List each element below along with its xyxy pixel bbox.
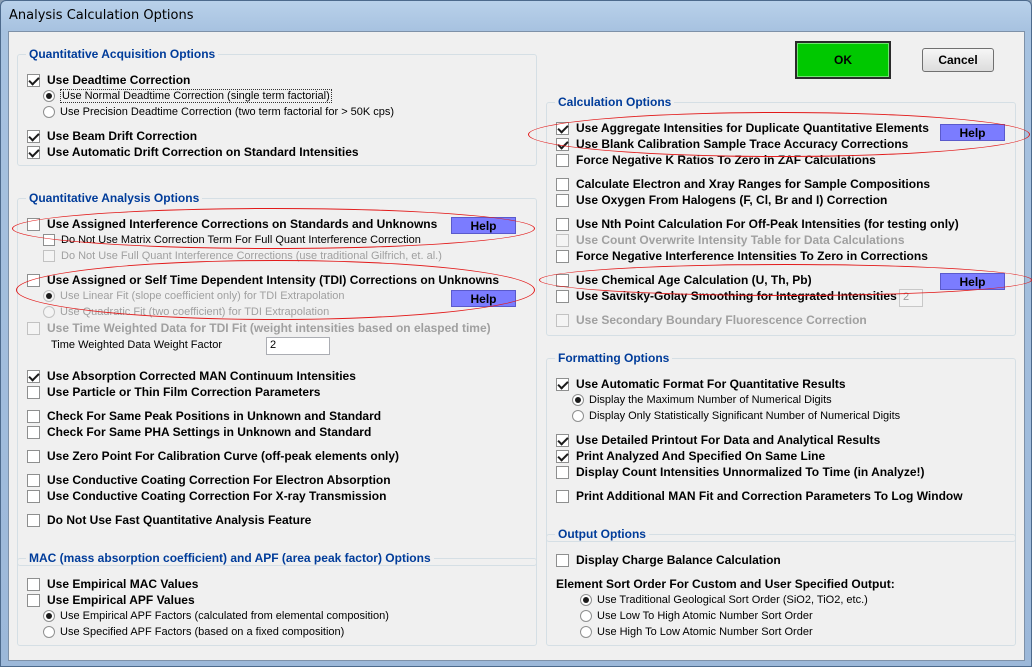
max-digits-radio-row[interactable] bbox=[572, 392, 832, 408]
beam-drift-label: Use Beam Drift Correction bbox=[47, 129, 198, 143]
auto-format-checkbox-row[interactable] bbox=[556, 376, 846, 392]
sort-low-high-radio-row[interactable] bbox=[580, 608, 813, 624]
charge-balance-checkbox-row[interactable] bbox=[556, 552, 781, 568]
sig-digits-radio[interactable] bbox=[572, 410, 584, 422]
detailed-checkbox[interactable] bbox=[556, 434, 569, 447]
force-k-label: Force Negative K Ratios To Zero in ZAF Calculations bbox=[576, 153, 876, 167]
particle-label: Use Particle or Thin Film Correction Parameters bbox=[47, 385, 321, 399]
count-overwrite-checkbox[interactable] bbox=[556, 234, 569, 247]
tdi-checkbox-row[interactable] bbox=[27, 272, 499, 288]
interf-no-matrix-row[interactable] bbox=[43, 232, 421, 248]
force-interference-checkbox[interactable] bbox=[556, 250, 569, 263]
acquisition-group-title: Quantitative Acquisition Options bbox=[26, 47, 218, 61]
blank-label: Use Blank Calibration Sample Trace Accuracy Corrections bbox=[576, 137, 909, 151]
empirical-apf-label: Use Empirical APF Values bbox=[47, 593, 195, 607]
empirical-mac-checkbox-row[interactable] bbox=[27, 576, 198, 592]
same-peak-checkbox-row[interactable] bbox=[27, 408, 381, 424]
calculation-group bbox=[546, 95, 1016, 336]
absorption-man-checkbox-row[interactable] bbox=[27, 368, 356, 384]
apf-specified-label: Use Specified APF Factors (based on a fixed composition) bbox=[60, 626, 345, 638]
same-peak-label: Check For Same Peak Positions in Unknown and Standard bbox=[47, 409, 382, 423]
mac-group bbox=[17, 551, 537, 646]
same-line-checkbox[interactable] bbox=[556, 450, 569, 463]
ok-button[interactable]: OK bbox=[795, 41, 891, 79]
blank-checkbox[interactable] bbox=[556, 138, 569, 151]
sort-order-label: Element Sort Order For Custom and User Specified Output: bbox=[556, 577, 895, 591]
same-line-label: Print Analyzed And Specified On Same Line bbox=[576, 449, 826, 463]
savitsky-points-input[interactable]: 2 bbox=[899, 289, 923, 307]
auto-drift-checkbox-row[interactable] bbox=[27, 144, 359, 160]
interf-no-matrix-label: Do Not Use Matrix Correction Term For Full Quant Interference Correction bbox=[61, 234, 421, 246]
oxygen-checkbox-row[interactable] bbox=[556, 192, 887, 208]
force-k-checkbox-row[interactable] bbox=[556, 152, 876, 168]
oxygen-checkbox[interactable] bbox=[556, 194, 569, 207]
aggregate-help-button[interactable]: Help bbox=[940, 124, 1005, 141]
charge-balance-label: Display Charge Balance Calculation bbox=[576, 553, 781, 567]
absorption-man-checkbox[interactable] bbox=[27, 370, 40, 383]
aggregate-label: Use Aggregate Intensities for Duplicate Quantitative Elements bbox=[576, 121, 929, 135]
secondary-checkbox[interactable] bbox=[556, 314, 569, 327]
title-bar bbox=[1, 1, 1031, 31]
man-fit-checkbox-row[interactable] bbox=[556, 488, 963, 504]
zero-point-checkbox-row[interactable] bbox=[27, 448, 399, 464]
no-fast-label: Do Not Use Fast Quantitative Analysis Feature bbox=[47, 513, 312, 527]
coating-electron-label: Use Conductive Coating Correction For Electron Absorption bbox=[47, 473, 391, 487]
apf-calculated-label: Use Empirical APF Factors (calculated from elemental composition) bbox=[60, 610, 389, 622]
deadtime-precision-radio[interactable] bbox=[43, 106, 55, 118]
deadtime-precision-radio-row[interactable] bbox=[43, 104, 394, 120]
detailed-label: Use Detailed Printout For Data and Analytical Results bbox=[576, 433, 881, 447]
tdi-quadratic-radio[interactable] bbox=[43, 306, 55, 318]
sort-geological-radio-row[interactable] bbox=[580, 592, 868, 608]
no-fast-checkbox-row[interactable] bbox=[27, 512, 311, 528]
empirical-mac-checkbox[interactable] bbox=[27, 578, 40, 591]
tdi-linear-label: Use Linear Fit (slope coefficient only) for TDI Extrapolation bbox=[60, 290, 345, 302]
charge-balance-checkbox[interactable] bbox=[556, 554, 569, 567]
force-interference-checkbox-row[interactable] bbox=[556, 248, 928, 264]
deadtime-normal-radio-row[interactable] bbox=[43, 88, 332, 104]
deadtime-precision-label: Use Precision Deadtime Correction (two term factorial for > 50K cps) bbox=[60, 106, 395, 118]
secondary-label: Use Secondary Boundary Fluorescence Correction bbox=[576, 313, 867, 327]
man-fit-label: Print Additional MAN Fit and Correction Parameters To Log Window bbox=[576, 489, 963, 503]
zero-point-label: Use Zero Point For Calibration Curve (off-peak elements only) bbox=[47, 449, 400, 463]
chemical-age-help-button[interactable]: Help bbox=[940, 273, 1005, 290]
deadtime-label: Use Deadtime Correction bbox=[47, 73, 191, 87]
apf-calculated-radio-row[interactable] bbox=[43, 608, 389, 624]
interf-no-full-row[interactable] bbox=[43, 248, 442, 264]
output-group-title: Output Options bbox=[555, 527, 649, 541]
window-title: Analysis Calculation Options bbox=[9, 8, 194, 23]
deadtime-checkbox-row[interactable] bbox=[27, 72, 190, 88]
beam-drift-checkbox-row[interactable] bbox=[27, 128, 197, 144]
particle-checkbox[interactable] bbox=[27, 386, 40, 399]
formatting-group-title: Formatting Options bbox=[555, 351, 672, 365]
nth-point-checkbox[interactable] bbox=[556, 218, 569, 231]
tdi-quadratic-radio-row[interactable] bbox=[43, 304, 329, 320]
empirical-apf-checkbox[interactable] bbox=[27, 594, 40, 607]
interference-label: Use Assigned Interference Corrections on Standards and Unknowns bbox=[47, 217, 438, 231]
tdi-checkbox[interactable] bbox=[27, 274, 40, 287]
time-weight-factor-label: Time Weighted Data Weight Factor bbox=[51, 339, 222, 351]
oxygen-label: Use Oxygen From Halogens (F, Cl, Br and I) Correction bbox=[576, 193, 888, 207]
same-pha-checkbox[interactable] bbox=[27, 426, 40, 439]
nth-point-label: Use Nth Point Calculation For Off-Peak Intensities (for testing only) bbox=[576, 217, 959, 231]
zero-point-checkbox[interactable] bbox=[27, 450, 40, 463]
tdi-help-button[interactable]: Help bbox=[451, 290, 516, 307]
interf-no-full-checkbox[interactable] bbox=[43, 250, 55, 262]
unnormalized-label: Display Count Intensities Unnormalized To Time (in Analyze!) bbox=[576, 465, 925, 479]
time-weight-factor-input[interactable]: 2 bbox=[266, 337, 330, 355]
analysis-group bbox=[17, 191, 537, 566]
sort-low-high-label: Use Low To High Atomic Number Sort Order bbox=[597, 610, 813, 622]
auto-format-checkbox[interactable] bbox=[556, 378, 569, 391]
auto-drift-label: Use Automatic Drift Correction on Standard Intensities bbox=[47, 145, 359, 159]
interf-no-full-label: Do Not Use Full Quant Interference Corrections (use traditional Gilfrich, et. al.) bbox=[61, 250, 442, 262]
sig-digits-label: Display Only Statistically Significant Number of Numerical Digits bbox=[589, 410, 901, 422]
interference-checkbox[interactable] bbox=[27, 218, 40, 231]
sig-digits-radio-row[interactable] bbox=[572, 408, 900, 424]
beam-drift-checkbox[interactable] bbox=[27, 130, 40, 143]
coating-xray-checkbox-row[interactable] bbox=[27, 488, 386, 504]
same-pha-checkbox-row[interactable] bbox=[27, 424, 371, 440]
sort-geological-label: Use Traditional Geological Sort Order (SiO2, TiO2, etc.) bbox=[597, 594, 868, 606]
sort-high-low-radio-row[interactable] bbox=[580, 624, 813, 640]
apf-specified-radio-row[interactable] bbox=[43, 624, 344, 640]
same-pha-label: Check For Same PHA Settings in Unknown and Standard bbox=[47, 425, 372, 439]
analysis-group-title: Quantitative Analysis Options bbox=[26, 191, 202, 205]
auto-format-label: Use Automatic Format For Quantitative Results bbox=[576, 377, 846, 391]
count-overwrite-label: Use Count Overwrite Intensity Table for Data Calculations bbox=[576, 233, 905, 247]
interference-help-button[interactable]: Help bbox=[451, 217, 516, 234]
time-weighted-checkbox[interactable] bbox=[27, 322, 40, 335]
force-k-checkbox[interactable] bbox=[556, 154, 569, 167]
coating-xray-checkbox[interactable] bbox=[27, 490, 40, 503]
acquisition-group bbox=[17, 47, 537, 166]
savitsky-checkbox[interactable] bbox=[556, 290, 569, 303]
same-peak-checkbox[interactable] bbox=[27, 410, 40, 423]
chemical-age-checkbox-row[interactable] bbox=[556, 272, 812, 288]
ranges-checkbox[interactable] bbox=[556, 178, 569, 191]
same-line-checkbox-row[interactable] bbox=[556, 448, 825, 464]
tdi-label: Use Assigned or Self Time Dependent Intensity (TDI) Corrections on Unknowns bbox=[47, 273, 500, 287]
secondary-checkbox-row[interactable] bbox=[556, 312, 867, 328]
chemical-age-checkbox[interactable] bbox=[556, 274, 569, 287]
unnormalized-checkbox[interactable] bbox=[556, 466, 569, 479]
coating-electron-checkbox-row[interactable] bbox=[27, 472, 391, 488]
max-digits-label: Display the Maximum Number of Numerical Digits bbox=[589, 394, 832, 406]
ranges-label: Calculate Electron and Xray Ranges for Sample Compositions bbox=[576, 177, 931, 191]
cancel-button[interactable]: Cancel bbox=[922, 48, 994, 72]
max-digits-radio[interactable] bbox=[572, 394, 584, 406]
deadtime-checkbox[interactable] bbox=[27, 74, 40, 87]
calculation-group-title: Calculation Options bbox=[555, 95, 674, 109]
no-fast-checkbox[interactable] bbox=[27, 514, 40, 527]
sort-low-high-radio[interactable] bbox=[580, 610, 592, 622]
unnormalized-checkbox-row[interactable] bbox=[556, 464, 925, 480]
dialog-body bbox=[8, 31, 1025, 661]
sort-high-low-radio[interactable] bbox=[580, 626, 592, 638]
formatting-group bbox=[546, 351, 1016, 542]
coating-xray-label: Use Conductive Coating Correction For X-ray Transmission bbox=[47, 489, 387, 503]
mac-group-title: MAC (mass absorption coefficient) and APF (area peak factor) Options bbox=[26, 551, 434, 565]
sort-geological-radio[interactable] bbox=[580, 594, 592, 606]
savitsky-label: Use Savitsky-Golay Smoothing for Integrated Intensities bbox=[576, 289, 897, 303]
time-weighted-label: Use Time Weighted Data for TDI Fit (weight intensities based on elasped time) bbox=[47, 321, 491, 335]
savitsky-checkbox-row[interactable] bbox=[556, 288, 897, 304]
coating-electron-checkbox[interactable] bbox=[27, 474, 40, 487]
man-fit-checkbox[interactable] bbox=[556, 490, 569, 503]
count-overwrite-checkbox-row[interactable] bbox=[556, 232, 905, 248]
time-weighted-checkbox-row[interactable] bbox=[27, 320, 491, 336]
tdi-quadratic-label: Use Quadratic Fit (two coefficient) for TDI Extrapolation bbox=[60, 306, 330, 318]
ranges-checkbox-row[interactable] bbox=[556, 176, 930, 192]
absorption-man-label: Use Absorption Corrected MAN Continuum Intensities bbox=[47, 369, 356, 383]
force-interference-label: Force Negative Interference Intensities To Zero in Corrections bbox=[576, 249, 928, 263]
tdi-linear-radio[interactable] bbox=[43, 290, 55, 302]
auto-drift-checkbox[interactable] bbox=[27, 146, 40, 159]
detailed-checkbox-row[interactable] bbox=[556, 432, 880, 448]
chemical-age-label: Use Chemical Age Calculation (U, Th, Pb) bbox=[576, 273, 812, 287]
aggregate-checkbox-row[interactable] bbox=[556, 120, 929, 136]
interf-no-matrix-checkbox[interactable] bbox=[43, 234, 55, 246]
nth-point-checkbox-row[interactable] bbox=[556, 216, 959, 232]
aggregate-checkbox[interactable] bbox=[556, 122, 569, 135]
interference-checkbox-row[interactable] bbox=[27, 216, 437, 232]
apf-specified-radio[interactable] bbox=[43, 626, 55, 638]
apf-calculated-radio[interactable] bbox=[43, 610, 55, 622]
empirical-mac-label: Use Empirical MAC Values bbox=[47, 577, 199, 591]
blank-checkbox-row[interactable] bbox=[556, 136, 908, 152]
deadtime-normal-radio[interactable] bbox=[43, 90, 55, 102]
empirical-apf-checkbox-row[interactable] bbox=[27, 592, 195, 608]
particle-checkbox-row[interactable] bbox=[27, 384, 320, 400]
output-group bbox=[546, 527, 1016, 646]
tdi-linear-radio-row[interactable] bbox=[43, 288, 345, 304]
sort-high-low-label: Use High To Low Atomic Number Sort Order bbox=[597, 626, 813, 638]
deadtime-normal-label: Use Normal Deadtime Correction (single term factorial) bbox=[62, 90, 330, 102]
